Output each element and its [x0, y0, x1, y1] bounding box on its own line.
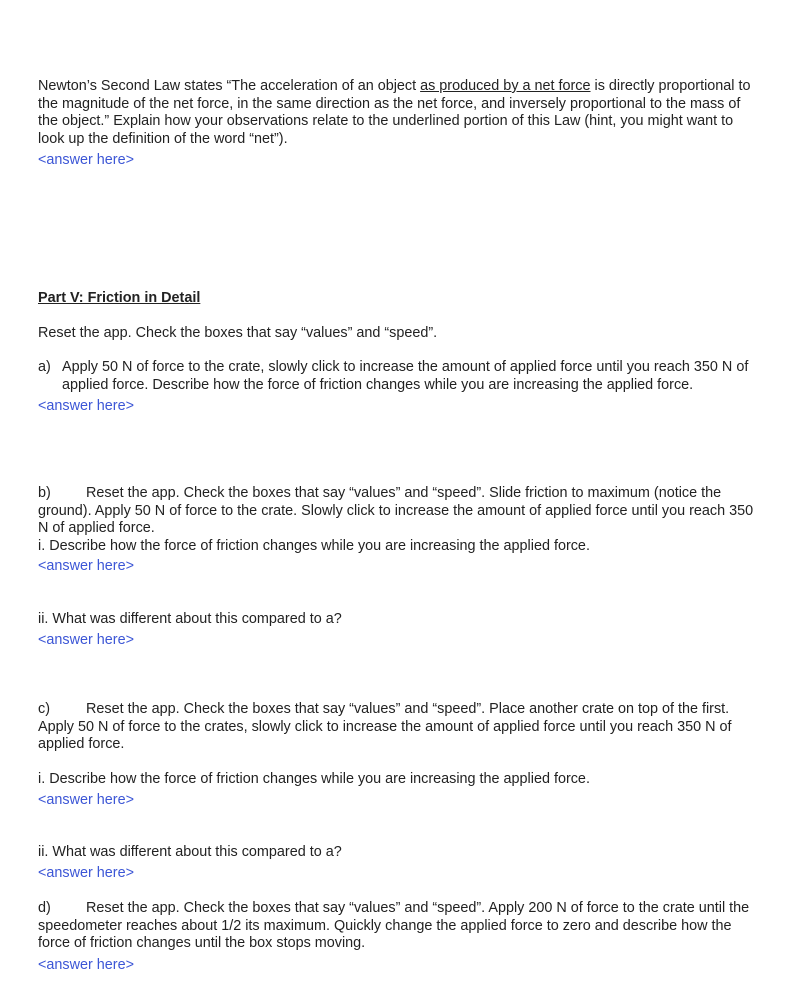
answer-placeholder-d[interactable]: <answer here> — [38, 957, 134, 973]
question-c-ii: ii. What was different about this compared to a? — [38, 844, 342, 860]
question-c-i: i. Describe how the force of friction changes while you are increasing the applied force. — [38, 771, 590, 787]
prompt-text-after: is directly proportional to the magnitude of the net force, in the same direction as the net force, and inversely proportional to the mass of the object.” Explain how your observations relate to the underlined portion of this Law (hint, you might want to look up the definition of the word “net”). — [38, 78, 751, 147]
question-b-text: Reset the app. Check the boxes that say “values” and “speed”. Slide friction to maximum (notice the ground). Apply 50 N of force to the crate. Slowly click to increase the amount of applied force until you reach 350 N of applied force. — [38, 485, 754, 536]
question-d — [38, 900, 750, 953]
underlined-phrase: as produced by a net force — [420, 78, 591, 94]
reset-instruction: Reset the app. Check the boxes that say “values” and “speed”. — [38, 325, 438, 341]
answer-placeholder-intro[interactable]: <answer here> — [38, 152, 134, 168]
answer-placeholder-b-ii[interactable]: <answer here> — [38, 632, 134, 648]
question-c — [38, 701, 750, 754]
question-d-text: Reset the app. Check the boxes that say “values” and “speed”. Apply 200 N of force to the crate until the speedometer reaches about 1/2 its maximum. Quickly change the applied force to zero and describe how the force of friction changes until the box stops moving. — [38, 900, 750, 951]
question-b — [38, 485, 754, 538]
section-heading: Part V: Friction in Detail — [38, 290, 201, 306]
question-b-ii: ii. What was different about this compared to a? — [38, 611, 342, 627]
question-c-marker: c) — [38, 701, 50, 717]
newton-second-law-prompt — [38, 78, 758, 148]
answer-placeholder-c-i[interactable]: <answer here> — [38, 792, 134, 808]
question-b-marker: b) — [38, 485, 51, 501]
answer-placeholder-a[interactable]: <answer here> — [38, 398, 134, 414]
question-a — [38, 359, 770, 394]
question-b-i: i. Describe how the force of friction changes while you are increasing the applied force. — [38, 538, 590, 554]
question-a-marker: a) — [38, 359, 51, 375]
answer-placeholder-c-ii[interactable]: <answer here> — [38, 865, 134, 881]
question-a-text: Apply 50 N of force to the crate, slowly click to increase the amount of applied force until you reach 350 N of applied force. Describe how the force of friction changes while you are increasing the applied force. — [62, 359, 749, 393]
question-d-marker: d) — [38, 900, 51, 916]
prompt-text-before: Newton’s Second Law states “The acceleration of an object — [38, 78, 421, 94]
answer-placeholder-b-i[interactable]: <answer here> — [38, 558, 134, 574]
question-c-text: Reset the app. Check the boxes that say “values” and “speed”. Place another crate on top of the first. Apply 50 N of force to the crates, slowly click to increase the amount of applied force until you reach 350 N of applied force. — [38, 701, 732, 752]
